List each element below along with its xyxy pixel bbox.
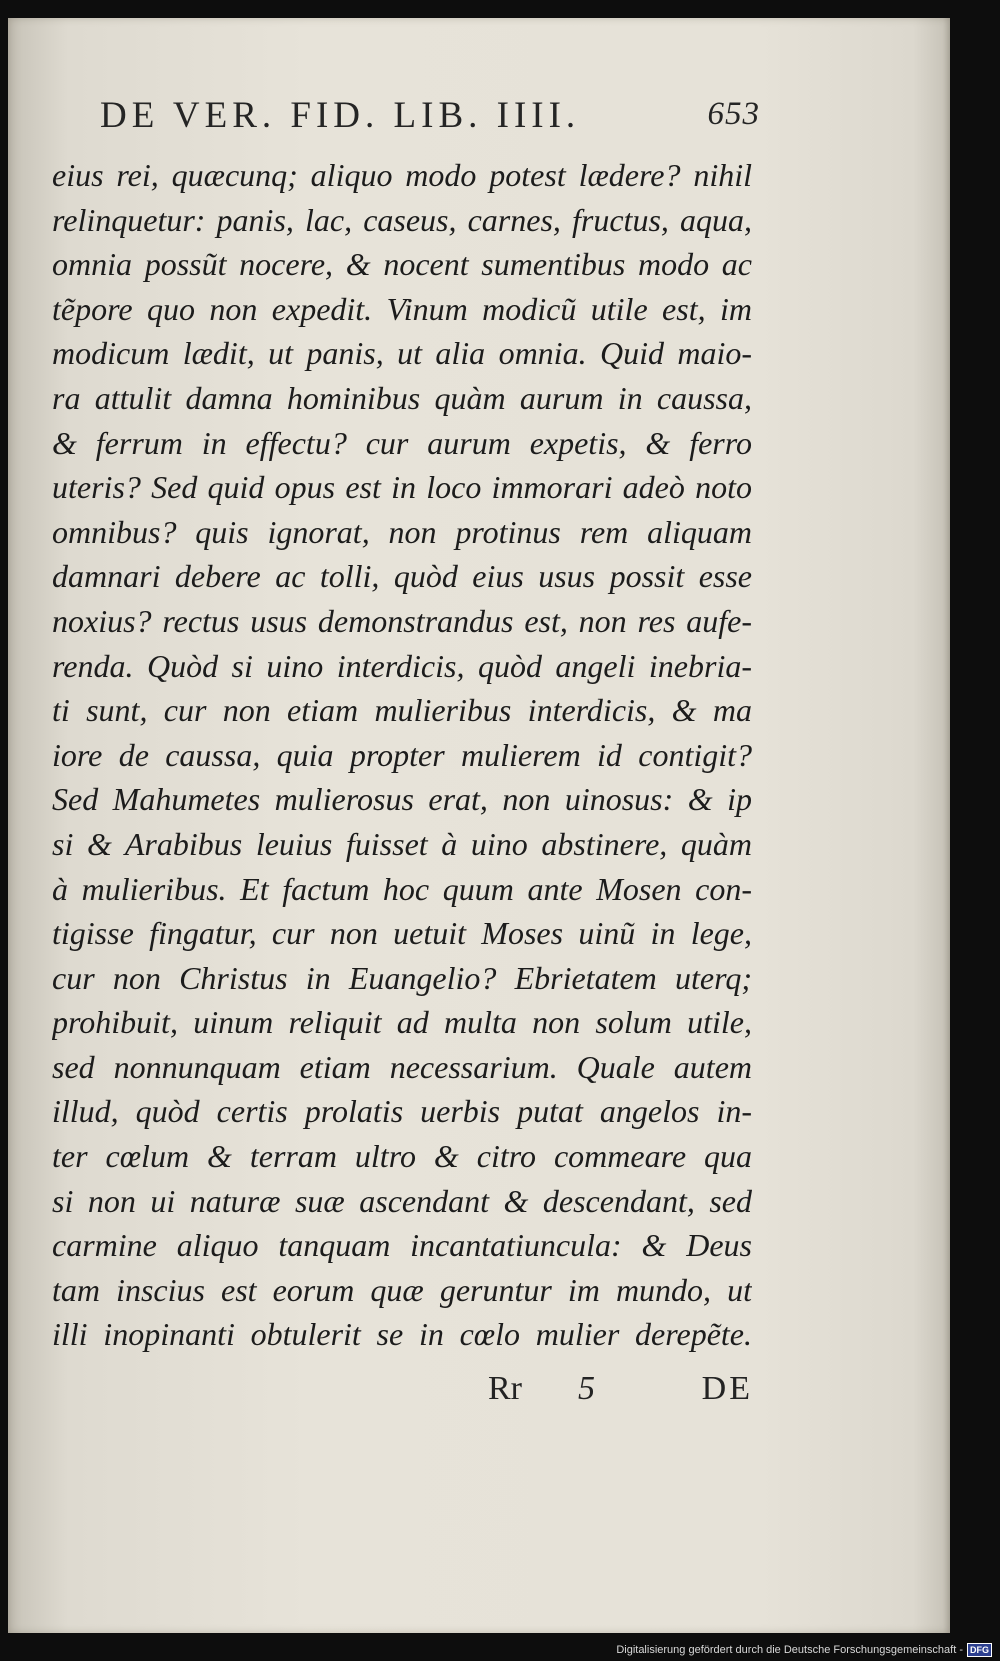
text-line: damnari debere ac tolli, quòd eius usus possit esse xyxy=(52,558,752,595)
text-line: eius rei, quæcunq; aliquo modo potest lædere? nihil xyxy=(52,157,752,193)
text-line: si & Arabibus leuius fuisset à uino abstinere, quàm xyxy=(52,825,752,862)
credit-text: Digitalisierung gefördert durch die Deutsche Forschungsgemeinschaft - xyxy=(616,1644,963,1656)
text-line: sed nonnunquam etiam necessarium. Quale autem xyxy=(52,1048,752,1085)
signature-number: 5 xyxy=(578,1370,595,1407)
running-title: DE VER. FID. LIB. IIII. xyxy=(100,95,581,136)
text-line: uteris? Sed quid opus est in loco immorari adeò noto xyxy=(52,469,752,506)
catchword: DE xyxy=(701,1370,753,1407)
text-line: cur non Christus in Euangelio? Ebrietatem uterq; xyxy=(52,959,752,996)
body-text xyxy=(52,153,752,1357)
text-line: omnia possũt nocere, & nocent sumentibus modo ac xyxy=(52,246,752,283)
page-header xyxy=(100,78,760,138)
text-line: tẽpore quo non expedit. Vinum modicũ utile est, im xyxy=(52,290,752,327)
text-line: noxius? rectus usus demonstrandus est, non res aufe- xyxy=(52,602,752,639)
text-line: modicum lædit, ut panis, ut alia omnia. Quid maio- xyxy=(52,335,752,372)
page-number: 653 xyxy=(707,96,760,132)
signature-line xyxy=(488,1366,753,1416)
text-line: renda. Quòd si uino interdicis, quòd angeli inebria- xyxy=(52,647,752,684)
text-line: si non ui naturæ suæ ascendant & descendant, sed xyxy=(52,1182,752,1219)
text-line: omnibus? quis ignorat, non protinus rem aliquam xyxy=(52,513,752,550)
text-line: tam inscius est eorum quæ geruntur im mundo, ut xyxy=(52,1271,752,1308)
text-line: ra attulit damna hominibus quàm aurum in caussa, xyxy=(52,379,752,416)
text-line: & ferrum in effectu? cur aurum expetis, & ferro xyxy=(52,424,752,461)
text-line: illi inopinanti obtulerit se in cœlo mulier derepẽte. xyxy=(52,1316,752,1353)
text-line: prohibuit, uinum reliquit ad multa non solum utile, xyxy=(52,1004,752,1041)
text-line: iore de caussa, quia propter mulierem id contigit? xyxy=(52,736,752,773)
text-line: tigisse fingatur, cur non uetuit Moses uinũ in lege, xyxy=(52,915,752,952)
text-line: ter cœlum & terram ultro & citro commeare qua xyxy=(52,1138,752,1175)
text-line: carmine aliquo tanquam incantatiuncula: & Deus xyxy=(52,1227,752,1264)
book-page xyxy=(8,18,950,1633)
text-line: illud, quòd certis prolatis uerbis putat angelos in- xyxy=(52,1093,752,1130)
digitization-credit xyxy=(616,1643,992,1657)
text-line: Sed Mahumetes mulierosus erat, non uinosus: & ip xyxy=(52,781,752,818)
text-line: à mulieribus. Et factum hoc quum ante Mosen con- xyxy=(52,870,752,907)
text-line: ti sunt, cur non etiam mulieribus interdicis, & ma xyxy=(52,692,752,729)
text-line: relinquetur: panis, lac, caseus, carnes, fructus, aqua, xyxy=(52,201,752,238)
dfg-logo: DFG xyxy=(967,1643,992,1657)
signature-mark: Rr xyxy=(488,1370,522,1407)
